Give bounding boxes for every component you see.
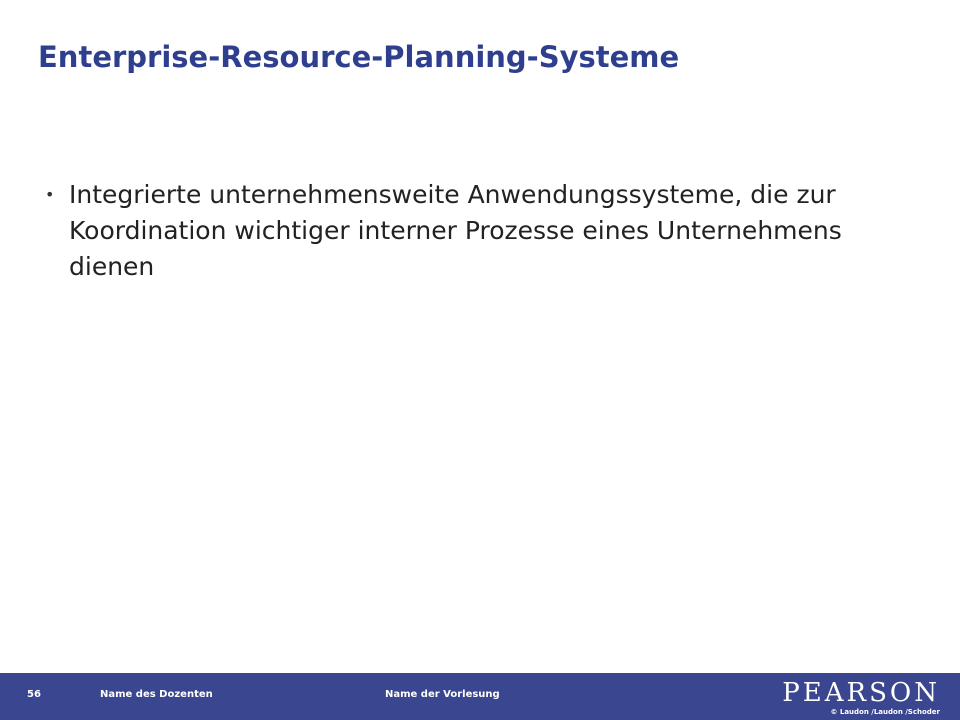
- page-number: 56: [27, 689, 41, 700]
- lecturer-name: Name des Dozenten: [100, 689, 213, 700]
- pearson-logo: PEARSON: [782, 678, 940, 708]
- bullet-marker: •: [45, 185, 55, 204]
- bullet-item: [45, 177, 865, 285]
- slide-title: Enterprise-Resource-Planning-Systeme: [38, 40, 680, 74]
- course-name: Name der Vorlesung: [385, 689, 500, 700]
- footer-bar: [0, 673, 960, 720]
- bullet-text: Integrierte unternehmensweite Anwendungssysteme, die zur Koordination wichtiger interner Prozesse eines Unternehmens dienen: [69, 180, 842, 281]
- copyright-notice: © Laudon /Laudon /Schoder: [830, 708, 940, 716]
- bullet-list: [45, 177, 865, 285]
